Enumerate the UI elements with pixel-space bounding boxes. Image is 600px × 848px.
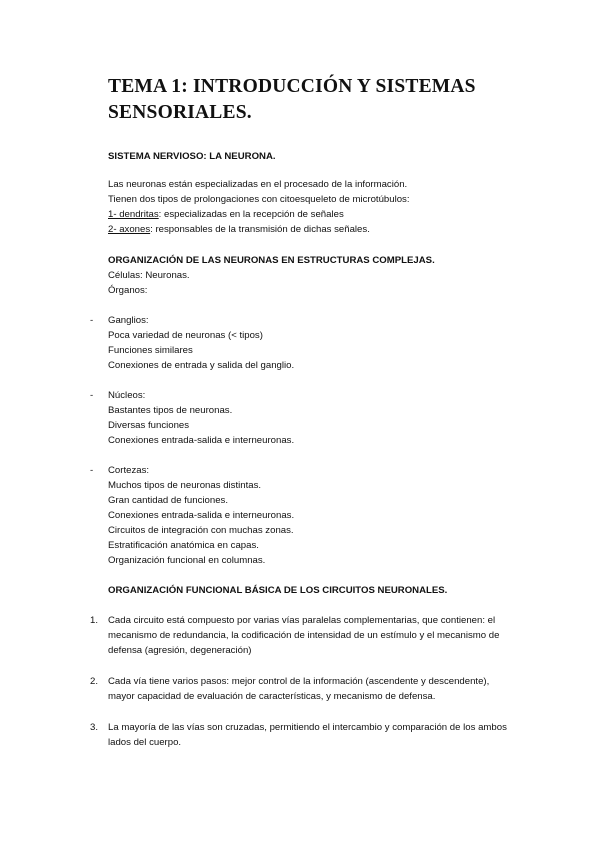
dendritas-label: 1- dendritas: [108, 209, 159, 220]
cortezas-line: Estratificación anatómica en capas.: [108, 540, 259, 551]
item-line: lados del cuerpo.: [108, 737, 182, 748]
nucleos-line: Bastantes tipos de neuronas.: [108, 405, 233, 416]
section2-heading: ORGANIZACIÓN DE LAS NEURONAS EN ESTRUCTURAS COMPLEJAS.: [108, 255, 435, 266]
ganglios-bullet: -: [90, 315, 94, 326]
axones-label: 2- axones: [108, 224, 151, 235]
item-number: 1.: [90, 615, 99, 626]
nucleos-title: Núcleos:: [108, 390, 146, 401]
item-line: La mayoría de las vías son cruzadas, permitiendo el intercambio y comparación de los ambos: [108, 722, 507, 733]
section3-heading: ORGANIZACIÓN FUNCIONAL BÁSICA DE LOS CIRCUITOS NEURONALES.: [108, 585, 448, 596]
item-line: defensa (agresión, degeneración): [108, 645, 252, 656]
item-line: mecanismo de redundancia, la codificación de intensidad de un estímulo y el mecanismo de: [108, 630, 500, 641]
section1-paragraph-2: Tienen dos tipos de prolongaciones con citoesqueleto de microtúbulos:: [108, 194, 410, 205]
axones-text: : responsables de la transmisión de dichas señales.: [150, 224, 370, 235]
page-title: [108, 74, 488, 126]
item-line: mayor capacidad de evaluación de características, y mecanismo de defensa.: [108, 691, 436, 702]
ganglios-title: Ganglios:: [108, 315, 149, 326]
item-number: 3.: [90, 722, 99, 733]
item-number: 2.: [90, 676, 99, 687]
title-line-2: SENSORIALES.: [108, 102, 252, 123]
nucleos-line: Conexiones entrada-salida e interneuronas.: [108, 435, 295, 446]
ganglios-line: Conexiones de entrada y salida del ganglio.: [108, 360, 295, 371]
cortezas-bullet: -: [90, 465, 94, 476]
cortezas-line: Circuitos de integración con muchas zonas.: [108, 525, 294, 536]
nucleos-line: Diversas funciones: [108, 420, 190, 431]
cortezas-line: Organización funcional en columnas.: [108, 555, 266, 566]
dendritas-text: : especializadas en la recepción de señales: [158, 209, 344, 220]
cortezas-line: Muchos tipos de neuronas distintas.: [108, 480, 262, 491]
nucleos-bullet: -: [90, 390, 94, 401]
cortezas-line: Conexiones entrada-salida e interneuronas.: [108, 510, 295, 521]
section1-heading: SISTEMA NERVIOSO: LA NEURONA.: [108, 151, 276, 162]
section1-paragraph-1: Las neuronas están especializadas en el procesado de la información.: [108, 179, 408, 190]
item-line: Cada vía tiene varios pasos: mejor control de la información (ascendente y descendente),: [108, 676, 490, 687]
axones-item: [108, 224, 370, 236]
ganglios-line: Funciones similares: [108, 345, 193, 356]
title-line-1: TEMA 1: INTRODUCCIÓN Y SISTEMAS: [108, 76, 476, 97]
item-line: Cada circuito está compuesto por varias vías paralelas complementarias, que contienen: el: [108, 615, 496, 626]
cortezas-line: Gran cantidad de funciones.: [108, 495, 229, 506]
cells-line: Células: Neuronas.: [108, 270, 190, 281]
ganglios-line: Poca variedad de neuronas (< tipos): [108, 330, 263, 341]
dendritas-item: [108, 209, 344, 221]
organs-line: Órganos:: [108, 285, 148, 296]
cortezas-title: Cortezas:: [108, 465, 150, 476]
